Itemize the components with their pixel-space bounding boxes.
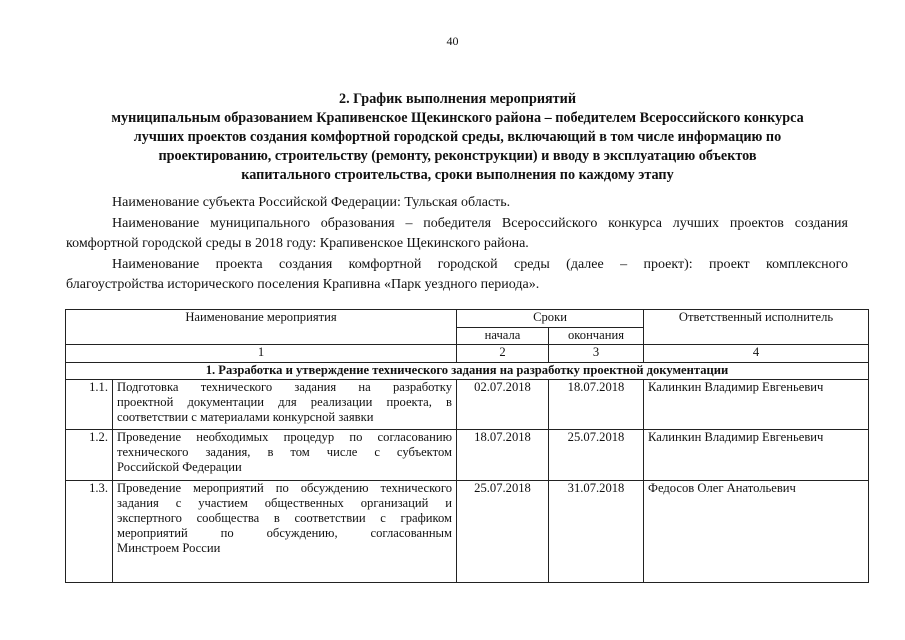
table-row [66,480,869,582]
activity-line: экспертного сообщества в соответствии с графиком [117,510,452,525]
paragraph-line: благоустройства исторического поселения Крапивна «Парк уездного периода». [66,277,540,292]
section-row [66,363,869,380]
title-line: 2. График выполнения мероприятий [338,91,577,107]
column-number: 1 [66,345,457,363]
column-number: 4 [644,345,869,363]
title-line: проектированию, строительству (ремонту, реконструкции) и вводу в эксплуатацию объектов [158,148,757,164]
activity-line: Проведение мероприятий по обсуждению технического [117,480,452,495]
schedule-table [65,309,869,583]
header-row [66,310,869,328]
row-end-date: 31.07.2018 [549,480,644,582]
document-title [60,90,855,185]
paragraph-line: Наименование субъекта Российской Федерации: Тульская область. [112,195,511,210]
project-paragraph [66,255,848,295]
row-activity [113,480,457,582]
row-responsible: Калинкин Владимир Евгеньевич [644,429,869,480]
paragraph-line: Наименование муниципального образования – победителя Всероссийского конкурса лучших проектов создания [112,216,848,231]
title-line: муниципальным образованием Крапивенское Щекинского района – победителем Всероссийского конкурса [111,110,804,126]
row-end-date: 18.07.2018 [549,380,644,430]
row-activity [113,380,457,430]
activity-line: проектной документации для реализации проекта, в [117,395,452,410]
row-end-date: 25.07.2018 [549,429,644,480]
row-activity [113,429,457,480]
page-number: 40 [446,34,459,48]
activity-line: технического задания, в том числе с субъектом [117,444,452,459]
row-responsible: Федосов Олег Анатольевич [644,480,869,582]
row-responsible: Калинкин Владимир Евгеньевич [644,380,869,430]
municipality-paragraph [66,214,848,254]
table-row [66,380,869,430]
header-terms: Сроки [457,310,644,328]
activity-line: Минстроем России [117,540,221,555]
row-number: 1.1. [66,380,113,430]
header-start: начала [457,328,549,345]
column-number: 2 [457,345,549,363]
activity-line: Подготовка технического задания на разработку [117,380,452,395]
row-start-date: 25.07.2018 [457,480,549,582]
activity-line: мероприятий по обсуждению, согласованным [117,525,452,540]
row-start-date: 18.07.2018 [457,429,549,480]
column-number-row [66,345,869,363]
header-end: окончания [549,328,644,345]
activity-line: соответствии с материалами конкурсной заявки [117,410,374,425]
header-name: Наименование мероприятия [66,310,457,345]
activity-line: Проведение необходимых процедур по согласованию [117,429,452,444]
subject-paragraph [66,193,848,213]
paragraph-line: комфортной городской среды в 2018 году: Крапивенское Щекинского района. [66,236,529,251]
paragraph-line: Наименование проекта создания комфортной городской среды (далее – проект): проект комплексного [112,257,848,272]
column-number: 3 [549,345,644,363]
activity-line: задания с участием общественных организаций и [117,495,452,510]
row-start-date: 02.07.2018 [457,380,549,430]
header-responsible: Ответственный исполнитель [644,310,869,345]
row-number: 1.2. [66,429,113,480]
table-row [66,429,869,480]
title-line: капитального строительства, сроки выполнения по каждому этапу [241,167,674,183]
activity-line: Российской Федерации [117,459,242,474]
section-title: 1. Разработка и утверждение технического задания на разработку проектной документации [66,363,869,380]
title-line: лучших проектов создания комфортной городской среды, включающий в том числе информацию по [133,129,782,145]
row-number: 1.3. [66,480,113,582]
